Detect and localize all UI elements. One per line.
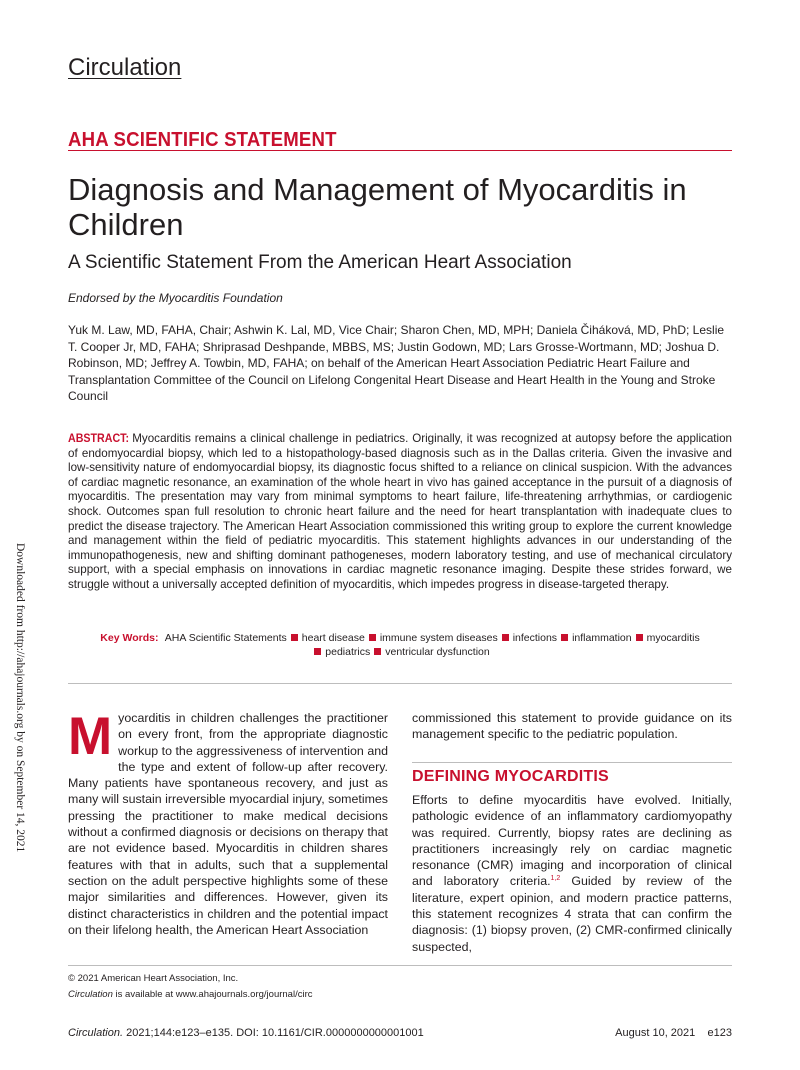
abstract bbox=[68, 432, 732, 593]
keywords-label: Key Words: bbox=[100, 632, 159, 644]
citation-line bbox=[68, 1027, 424, 1039]
keyword-item[interactable]: pediatrics bbox=[325, 646, 371, 658]
author-list: Yuk M. Law, MD, FAHA, Chair; Ashwin K. Lal, MD, Vice Chair; Sharon Chen, MD, MPH; Daniela Čiháková, MD, PhD; Leslie T. Cooper Jr, MD, FAHA; Shriprasad Deshpande, MBBS, MS; Justin Godown, MD; Lars Grosse-Wortmann, MD; Joshua D. Robinson, MD; Jeffrey A. Towbin, MD, FAHA; on behalf of the American Heart Association Pediatric Heart Failure and Transplantation Committee of the Council on Lifelong Congenital Heart Disease and Heart Health in the Young and Stroke Council bbox=[68, 323, 725, 403]
citation-journal: Circulation. bbox=[68, 1027, 124, 1039]
section-heading: DEFINING MYOCARDITIS bbox=[412, 768, 609, 785]
section-heading-rule bbox=[412, 762, 732, 763]
drop-cap: M bbox=[68, 707, 113, 766]
body-column-right bbox=[412, 792, 732, 955]
bullet-square-icon bbox=[636, 634, 643, 641]
section-paragraph-cont: Guided by review of the literature, expert opinion, and modern practice patterns, this statement recognizes 4 strata that can confirm the diagnosis: (1) biopsy proven, (2) CMR-confirmed clinically suspected, bbox=[412, 874, 732, 954]
journal-name: Circulation bbox=[68, 54, 182, 81]
bullet-square-icon bbox=[369, 634, 376, 641]
keyword-item[interactable]: infections bbox=[512, 632, 558, 644]
citation-text: 2021;144:e123–e135. DOI: 10.1161/CIR.0000000000001001 bbox=[123, 1027, 424, 1039]
bullet-square-icon bbox=[291, 634, 298, 641]
bullet-square-icon bbox=[374, 648, 381, 655]
body-paragraph: yocarditis in children challenges the practitioner on every front, from the appropriate diagnostic workup to the aggressiveness of intervention and the type and extent of follow-up after recovery. Many patients have spontaneous recovery, and just as many will sustain irreversible myocardial injury, sometimes pressing the practitioner to make medical decisions without a confirmed diagnosis or decisions on therapy that are not evidence based. Myocarditis in children shares features with that in adults, such that a supplemental section on the adult perspective highlights some of these major similarities and differences. However, given its distinct characteristics in children and the potential impact on their lifelong health, the American Heart Association bbox=[68, 711, 388, 937]
availability-text: is available at www.ahajournals.org/journal/circ bbox=[112, 989, 313, 1000]
keyword-item[interactable]: AHA Scientific Statements bbox=[164, 632, 287, 644]
header-divider bbox=[68, 150, 732, 151]
keyword-item[interactable]: heart disease bbox=[301, 632, 365, 644]
download-watermark: Downloaded from http://ahajournals.org by on September 14, 2021 bbox=[14, 543, 26, 853]
statement-type: AHA SCIENTIFIC STATEMENT bbox=[68, 129, 337, 151]
copyright-notice: © 2021 American Heart Association, Inc. bbox=[68, 973, 239, 984]
bullet-square-icon bbox=[502, 634, 509, 641]
section-divider bbox=[68, 683, 732, 684]
abstract-label: ABSTRACT: bbox=[68, 432, 130, 445]
keyword-item[interactable]: ventricular dysfunction bbox=[385, 646, 490, 658]
bullet-square-icon bbox=[561, 634, 568, 641]
body-column-right-top: commissioned this statement to provide guidance on its management specific to the pediatric population. bbox=[412, 711, 732, 742]
keyword-item[interactable]: immune system diseases bbox=[379, 632, 498, 644]
article-title: Diagnosis and Management of Myocarditis in Children bbox=[68, 172, 687, 242]
section-paragraph: Efforts to define myocarditis have evolved. Initially, pathologic evidence of an inflammatory cardiomyopathy was required. Currently, biopsy rates are declining as practitioners increasingly rely on cardiac magnetic resonance (CMR) imaging and incorporation of clinical and laboratory criteria. bbox=[412, 793, 732, 889]
availability-note bbox=[68, 989, 313, 1000]
page-number: e123 bbox=[707, 1027, 732, 1039]
footer-divider bbox=[68, 965, 732, 966]
publication-date: August 10, 2021 bbox=[615, 1027, 696, 1039]
keywords bbox=[68, 631, 732, 659]
abstract-text: Myocarditis remains a clinical challenge in pediatrics. Originally, it was recognized at autopsy before the application of endomyocardial biopsy, which led to a histopathology-based diagnosis such as in the Dallas criteria. Given the invasive and low-sensitivity nature of endomyocardial biopsy, its diagnostic focus shifted to a reliance on clinical suspicion. With the advances of cardiac magnetic resonance, an examination of the whole heart in vivo has gained acceptance in the pursuit of a diagnosis of myocarditis. The presentation may vary from minimal symptoms to heart failure, life-threatening arrhythmias, or cardiogenic shock. Outcomes span full resolution to chronic heart failure and the need for heart transplantation with inadequate clues to predict the disease trajectory. The American Heart Association commissioned this writing group to explore the current knowledge and management within the field of pediatric myocarditis. This statement highlights advances in our understanding of the immunopathogenesis, new and shifting dominant pathogeneses, modern laboratory testing, and use of mechanical circulatory support, with a special emphasis on innovations in cardiac magnetic resonance imaging. Despite these strides forward, we struggle without a universally accepted definition of myocarditis, which impedes progress in disease-targeted therapy. bbox=[68, 432, 732, 591]
reference-link[interactable]: 1,2 bbox=[550, 875, 561, 883]
keyword-item[interactable]: myocarditis bbox=[646, 632, 700, 644]
keyword-item[interactable]: inflammation bbox=[572, 632, 632, 644]
availability-journal: Circulation bbox=[68, 989, 113, 1000]
date-and-page bbox=[615, 1027, 732, 1039]
endorsement-note: Endorsed by the Myocarditis Foundation bbox=[68, 291, 283, 305]
body-column-left bbox=[68, 707, 388, 938]
bullet-square-icon bbox=[314, 648, 321, 655]
article-subtitle: A Scientific Statement From the American Heart Association bbox=[68, 252, 572, 273]
